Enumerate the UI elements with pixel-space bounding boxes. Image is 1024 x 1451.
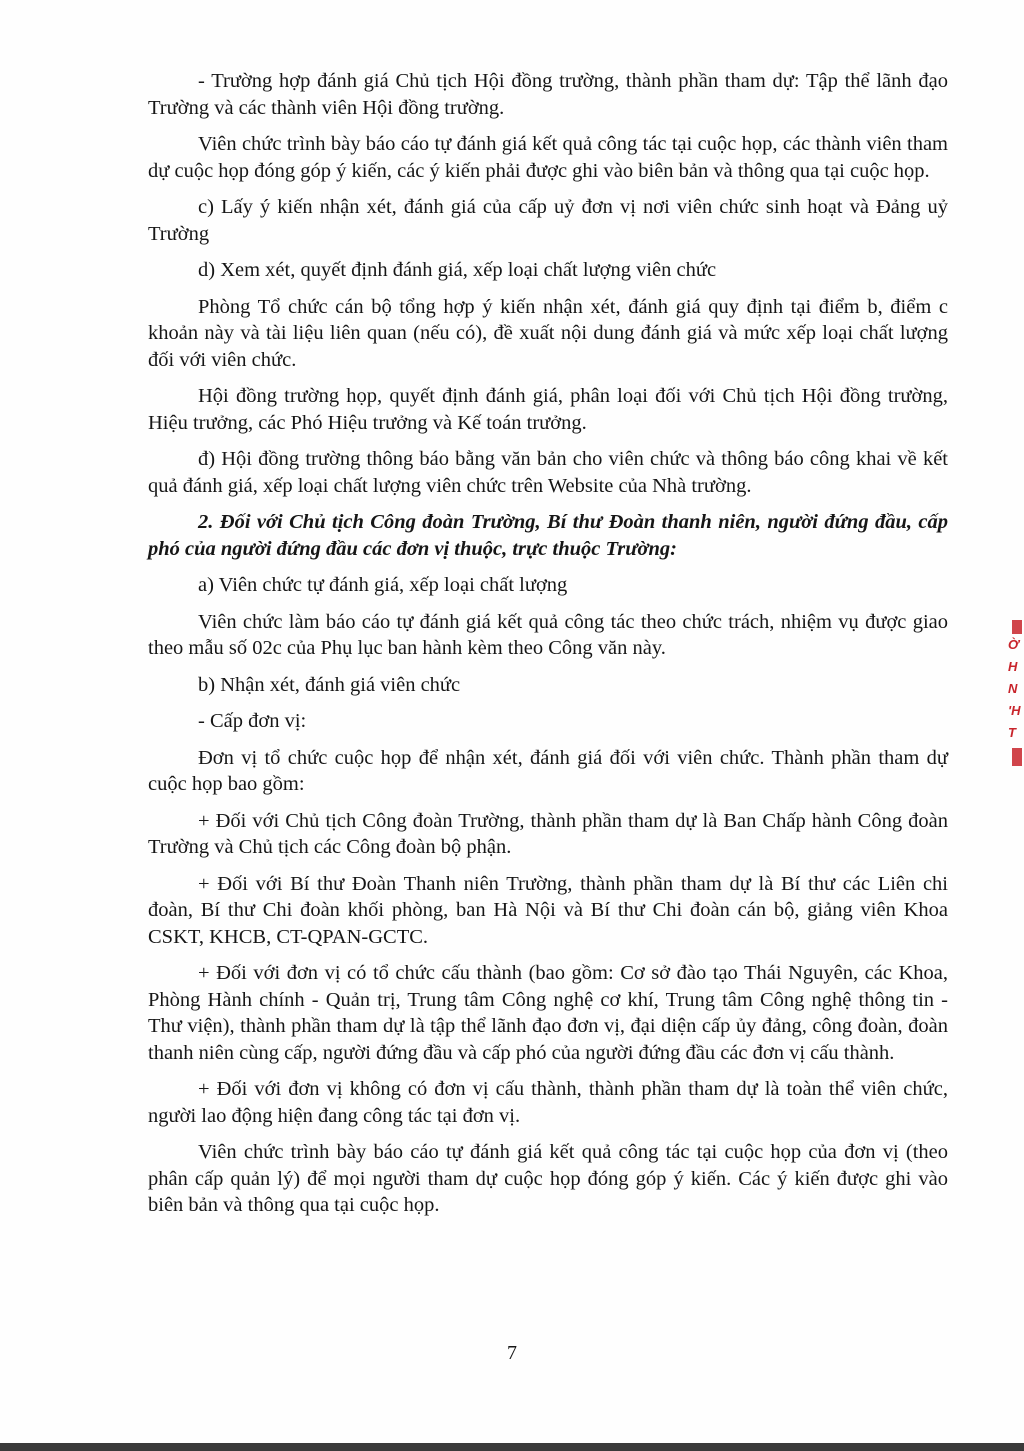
paragraph: - Cấp đơn vị: <box>198 710 307 732</box>
seal-glyph: T <box>1008 725 1016 740</box>
paragraph: Hội đồng trường họp, quyết định đánh giá, phân loại đối với Chủ tịch Hội đồng trường, Hiệu trưởng, các Phó Hiệu trưởng và Kế toán trưởng. <box>148 385 948 434</box>
paragraph: - Trường hợp đánh giá Chủ tịch Hội đồng trường, thành phần tham dự: Tập thể lãnh đạo Trường và các thành viên Hội đồng trường. <box>148 70 948 119</box>
paragraph: Đơn vị tổ chức cuộc họp để nhận xét, đánh giá đối với viên chức. Thành phần tham dự cuộc họp bao gồm: <box>148 746 948 795</box>
paragraph: Viên chức làm báo cáo tự đánh giá kết quả công tác theo chức trách, nhiệm vụ được giao theo mẫu số 02c của Phụ lục ban hành kèm theo Công văn này. <box>148 610 948 659</box>
paragraph: Viên chức trình bày báo cáo tự đánh giá kết quả công tác tại cuộc họp của đơn vị (theo phân cấp quản lý) để mọi người tham dự cuộc họp đóng góp ý kiến. Các ý kiến được ghi vào biên bản và thông qua tại cuộc họp. <box>148 1141 948 1216</box>
seal-mark-bottom <box>1012 748 1022 766</box>
seal-glyph: 'H <box>1008 703 1021 718</box>
scan-bottom-edge <box>0 1443 1024 1451</box>
paragraph: đ) Hội đồng trường thông báo bằng văn bản cho viên chức và thông báo công khai về kết quả đánh giá, xếp loại chất lượng viên chức trên Website của Nhà trường. <box>148 448 948 497</box>
paragraph: + Đối với đơn vị có tổ chức cấu thành (bao gồm: Cơ sở đào tạo Thái Nguyên, các Khoa, Phòng Hành chính - Quản trị, Trung tâm Công nghệ cơ khí, Trung tâm Công nghệ thông tin - Thư viện), thành phần tham dự là tập thể lãnh đạo đơn vị, đại diện cấp ủy đảng, công đoàn, đoàn thanh niên cùng cấp, người đứng đầu và cấp phó của người đứng đầu các đơn vị cấu thành. <box>148 962 948 1064</box>
paragraph: Viên chức trình bày báo cáo tự đánh giá kết quả công tác tại cuộc họp, các thành viên tham dự cuộc họp đóng góp ý kiến, các ý kiến phải được ghi vào biên bản và thông qua tại cuộc họp. <box>148 133 948 182</box>
paragraph: + Đối với Bí thư Đoàn Thanh niên Trường, thành phần tham dự là Bí thư các Liên chi đoàn, Bí thư Chi đoàn khối phòng, ban Hà Nội và Bí thư Chi đoàn cán bộ, giảng viên Khoa CSKT, KHCB, CT-QPAN-GCTC. <box>148 872 948 948</box>
paragraph: d) Xem xét, quyết định đánh giá, xếp loại chất lượng viên chức <box>198 259 717 281</box>
document-body <box>148 68 948 1229</box>
seal-glyph: H <box>1008 659 1018 674</box>
paragraph: c) Lấy ý kiến nhận xét, đánh giá của cấp uỷ đơn vị nơi viên chức sinh hoạt và Đảng uỷ Trường <box>148 196 948 245</box>
red-seal-stamp <box>1004 620 1024 820</box>
seal-mark-top <box>1012 620 1022 634</box>
paragraph: + Đối với Chủ tịch Công đoàn Trường, thành phần tham dự là Ban Chấp hành Công đoàn Trường và Chủ tịch các Công đoàn bộ phận. <box>148 809 948 858</box>
paragraph: + Đối với đơn vị không có đơn vị cấu thành, thành phần tham dự là toàn thể viên chức, người lao động hiện đang công tác tại đơn vị. <box>148 1078 948 1127</box>
seal-glyph: N <box>1008 681 1018 696</box>
paragraph: b) Nhận xét, đánh giá viên chức <box>198 673 461 696</box>
paragraph: Phòng Tổ chức cán bộ tổng hợp ý kiến nhận xét, đánh giá quy định tại điểm b, điểm c khoản này và tài liệu liên quan (nếu có), đề xuất nội dung đánh giá và mức xếp loại chất lượng đối với viên chức. <box>148 295 948 371</box>
page-number: 7 <box>507 1342 517 1364</box>
paragraph: a) Viên chức tự đánh giá, xếp loại chất lượng <box>198 574 568 596</box>
seal-glyph: Ờ <box>1008 637 1019 652</box>
section-heading: 2. Đối với Chủ tịch Công đoàn Trường, Bí thư Đoàn thanh niên, người đứng đầu, cấp phó của người đứng đầu các đơn vị thuộc, trực thuộc Trường: <box>148 511 948 560</box>
